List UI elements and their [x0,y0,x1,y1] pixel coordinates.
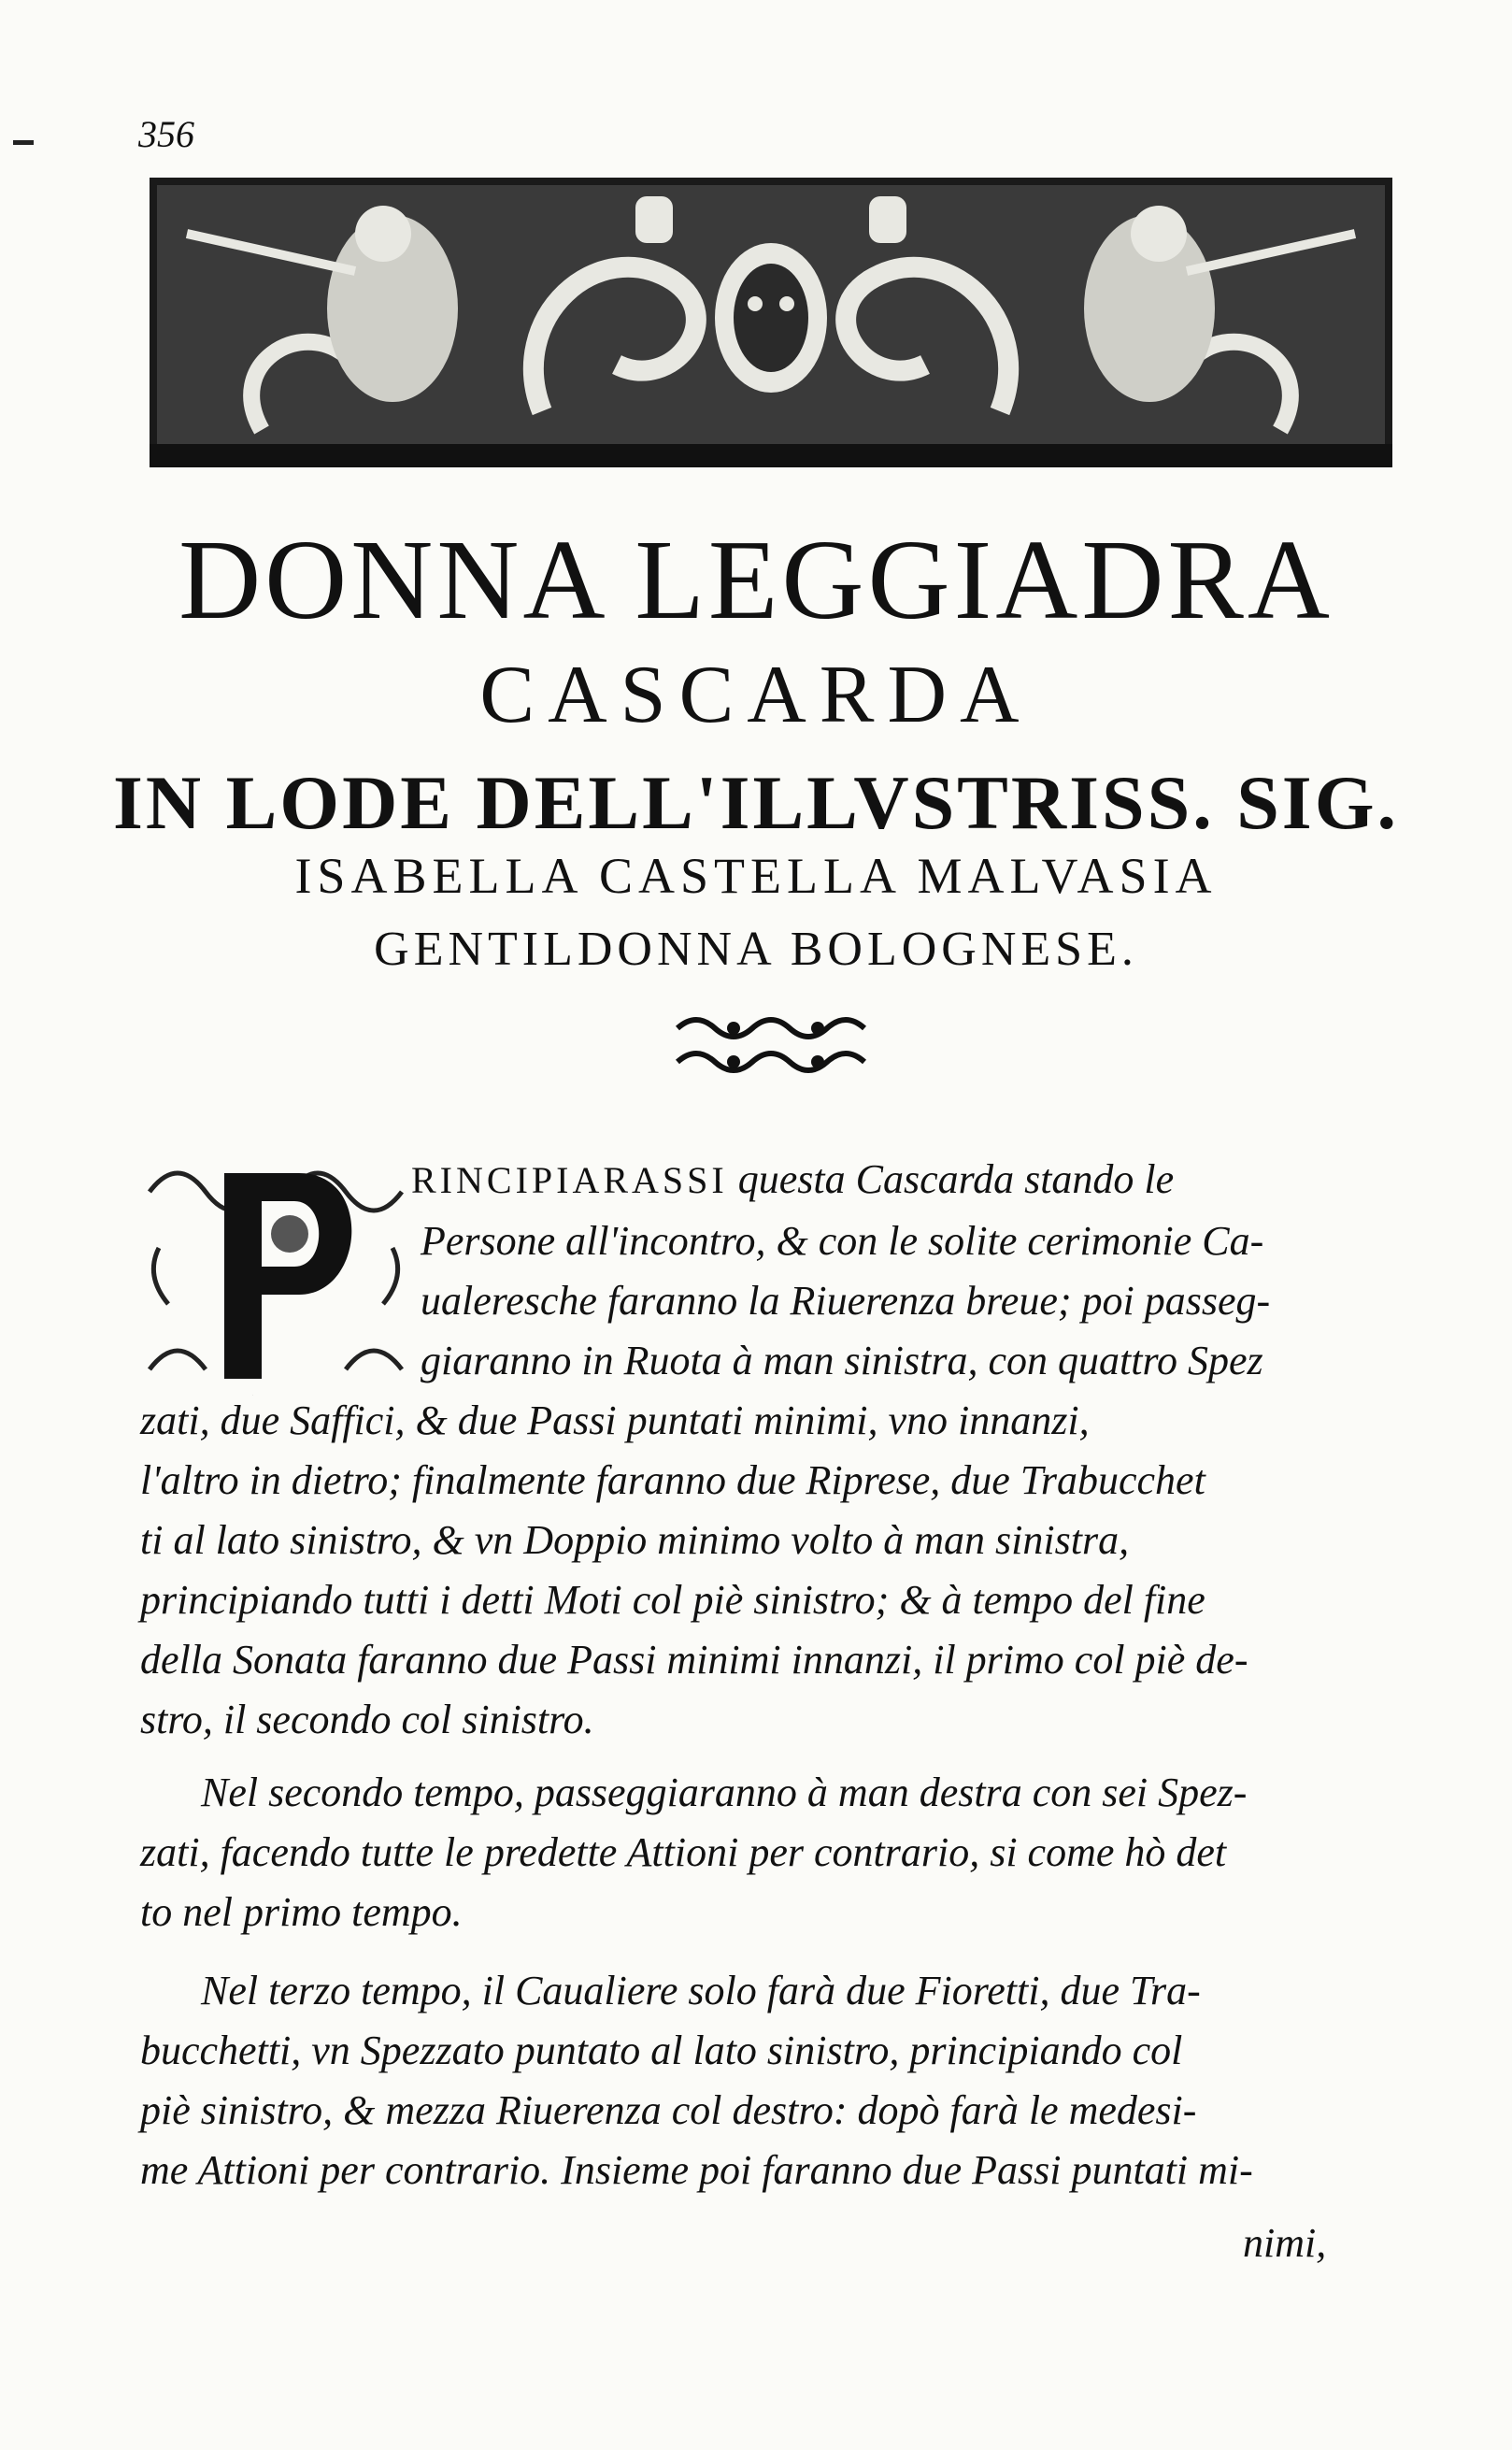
paragraph-3-line: me Attioni per contrario. Insieme poi faranno due Passi puntati mi- [140,2147,1253,2193]
paragraph-1-line: principiando tutti i detti Moti col piè sinistro; & à tempo del fine [140,1577,1205,1623]
drop-cap-letter: P [252,1396,253,1397]
opening-line-rest: questa Cascarda stando le [737,1156,1175,1202]
catchword: nimi, [1243,2220,1327,2266]
title-line-1: DONNA LEGGIADRA [178,517,1334,643]
fleuron-ornament-icon [668,1008,883,1082]
opening-word: RINCIPIARASSI [411,1159,728,1201]
paragraph-2-line: to nel primo tempo. [140,1889,463,1935]
paragraph-2-line: zati, facendo tutte le predette Attioni per contrario, si come hò det [140,1829,1227,1875]
paragraph-1-line: zati, due Saffici, & due Passi puntati minimi, vno innanzi, [140,1397,1090,1443]
page-number: 356 [138,113,194,155]
title-line-3: IN LODE DELL'ILLVSTRISS. SIG. [112,760,1400,845]
paragraph-3-line: Nel terzo tempo, il Caualiere solo farà due Fioretti, due Tra- [201,1968,1201,2013]
paragraph-1-line-1 [411,1152,1420,1209]
paragraph-1-line: ualeresche faranno la Riuerenza breue; poi passeg- [421,1278,1271,1324]
title-line-5: GENTILDONNA BOLOGNESE. [374,923,1138,976]
title-line-4: ISABELLA CASTELLA MALVASIA [294,848,1218,904]
paragraph-3-line: bucchetti, vn Spezzato puntato al lato sinistro, principiando col [140,2027,1183,2073]
title-line-2: CASCARDA [479,650,1033,740]
margin-mark [13,140,34,145]
paragraph-1-line: ti al lato sinistro, & vn Doppio minimo volto à man sinistra, [140,1517,1130,1563]
headpiece-ornament-icon [150,178,1392,467]
paragraph-1-line: della Sonata faranno due Passi minimi innanzi, il primo col piè de- [140,1637,1248,1683]
paragraph-1-line: l'altro in dietro; finalmente faranno due Riprese, due Trabucchet [140,1457,1205,1503]
paragraph-1-line: giaranno in Ruota à man sinistra, con quattro Spez [421,1338,1263,1383]
drop-cap-p-icon [140,1154,411,1397]
paragraph-2-line: Nel secondo tempo, passeggiaranno à man destra con sei Spez- [201,1769,1248,1815]
paragraph-1-line: stro, il secondo col sinistro. [140,1697,594,1742]
paragraph-3-line: piè sinistro, & mezza Riuerenza col destro: dopò farà le medesi- [140,2087,1197,2133]
paragraph-1-line: Persone all'incontro, & con le solite cerimonie Ca- [421,1218,1264,1264]
